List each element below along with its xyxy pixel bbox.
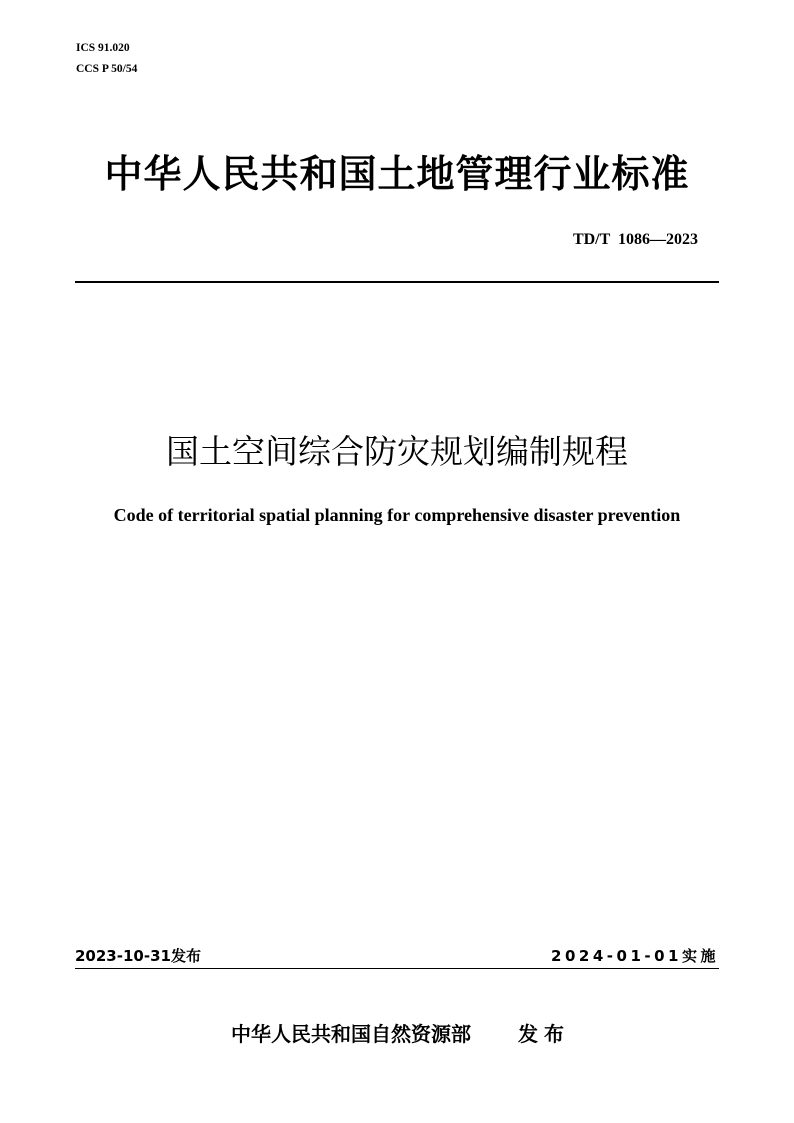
issue-date: 2023-10-31发布 [75,947,201,965]
implementation-date: 2024-01-01实施 [551,947,719,965]
publish-label: 发布 [518,1022,570,1046]
document-title-cn: 国土空间综合防灾规划编制规程 [166,432,628,471]
classification-codes [76,38,137,80]
standard-number: TD/T 1086—2023 [572,231,698,248]
ccs-code: CCS P 50/54 [76,63,138,75]
header-divider [75,281,719,283]
dates-row [75,944,719,969]
standard-category-title: 中华人民共和国土地管理行业标准 [104,152,690,196]
ics-code: ICS 91.020 [76,42,130,54]
document-title-en: Code of territorial spatial planning for comprehensive disaster prevention [113,505,681,525]
publisher-name: 中华人民共和国自然资源部 [231,1022,471,1046]
